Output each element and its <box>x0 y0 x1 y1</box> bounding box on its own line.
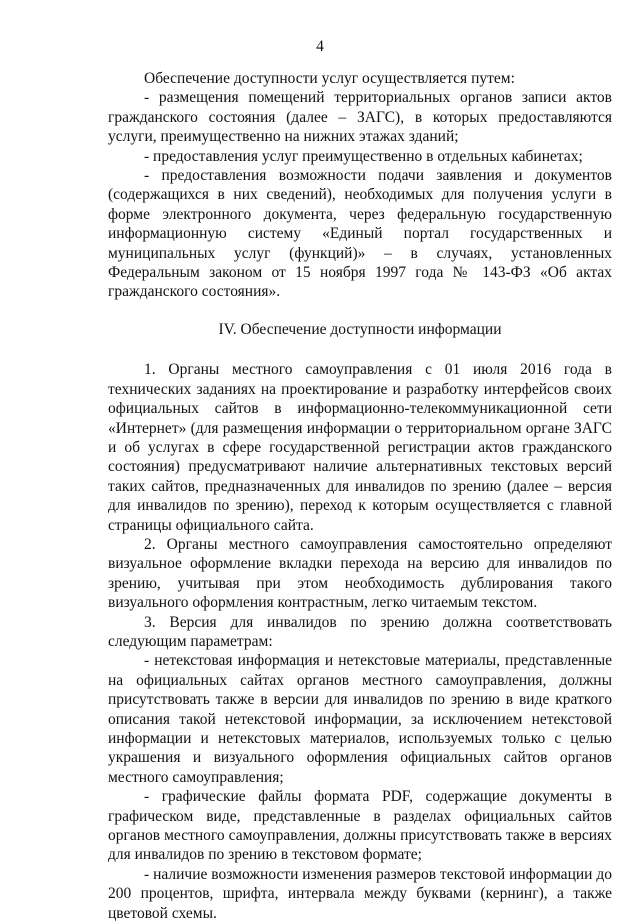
paragraph-item-2: 2. Органы местного самоуправления самостоятельно определяют визуальное оформление вкладки перехода на версию для инвалидов по зрению, учитывая при этом необходимость дублирования такого визуального оформления контрастным, легко читаемым текстом. <box>108 535 612 612</box>
section-heading: IV. Обеспечение доступности информации <box>218 320 502 338</box>
paragraph-item-1: 1. Органы местного самоуправления с 01 июля 2016 года в технических заданиях на проектирование и разработку интерфейсов своих официальных сайтов в информационно-телекоммуникационной сети «Интернет» (для размещения информации о территориальном органе ЗАГС и об услугах в сфере государственной регистрации актов гражданского состояния) предусматривают наличие альтернативных текстовых версий таких сайтов, предназначенных для инвалидов по зрению (далее – версия для инвалидов по зрению), переход к которым осуществляется с главной страницы официального сайта. <box>108 361 612 534</box>
list-item-text-resize: - наличие возможности изменения размеров текстовой информации до 200 процентов, шрифта, интервала между буквами (кернинг), а также цветовой схемы. <box>108 865 612 922</box>
list-item-electronic-filing: - предоставления возможности подачи заявления и документов (содержащихся в них сведений), необходимых для получения услуги в форме электронного документа, через федеральную государственную информационную систему «Единый портал государственных и муниципальных услуг (функций)» – в случаях, установленных Федеральным законом от 15 ноября 1997 года № 143-ФЗ «Об актах гражданского состояния». <box>108 167 612 301</box>
list-item-cabinets: - предоставления услуг преимущественно в отдельных кабинетах; <box>144 147 583 165</box>
list-item-premises: - размещения помещений территориальных органов записи актов гражданского состояния (далее – ЗАГС), в которых предоставляются услуги, преимущественно на нижних этажах зданий; <box>108 89 612 146</box>
list-item-pdf-files: - графические файлы формата PDF, содержащие документы в графическом виде, представленные в разделах официальных сайтов органов местного самоуправления, должны присутствовать также в версиях для инвалидов по зрению в текстовом формате; <box>108 788 612 864</box>
list-item-non-text-content: - нетекстовая информация и нетекстовые материалы, представленные на официальных сайтах органов местного самоуправления, должны присутствовать также в версии для инвалидов по зрению в виде краткого описания такой нетекстовой информации, за исключением нетекстовой информации и нетекстовых материалов, используемых только с целью украшения и визуального оформления официальных сайтов органов местного самоуправления; <box>108 652 612 786</box>
page-number: 4 <box>316 38 324 55</box>
paragraph-intro: Обеспечение доступности услуг осуществляется путем: <box>144 70 515 87</box>
document-body <box>108 69 612 923</box>
paragraph-item-3: 3. Версия для инвалидов по зрению должна соответствовать следующим параметрам: <box>108 613 612 650</box>
